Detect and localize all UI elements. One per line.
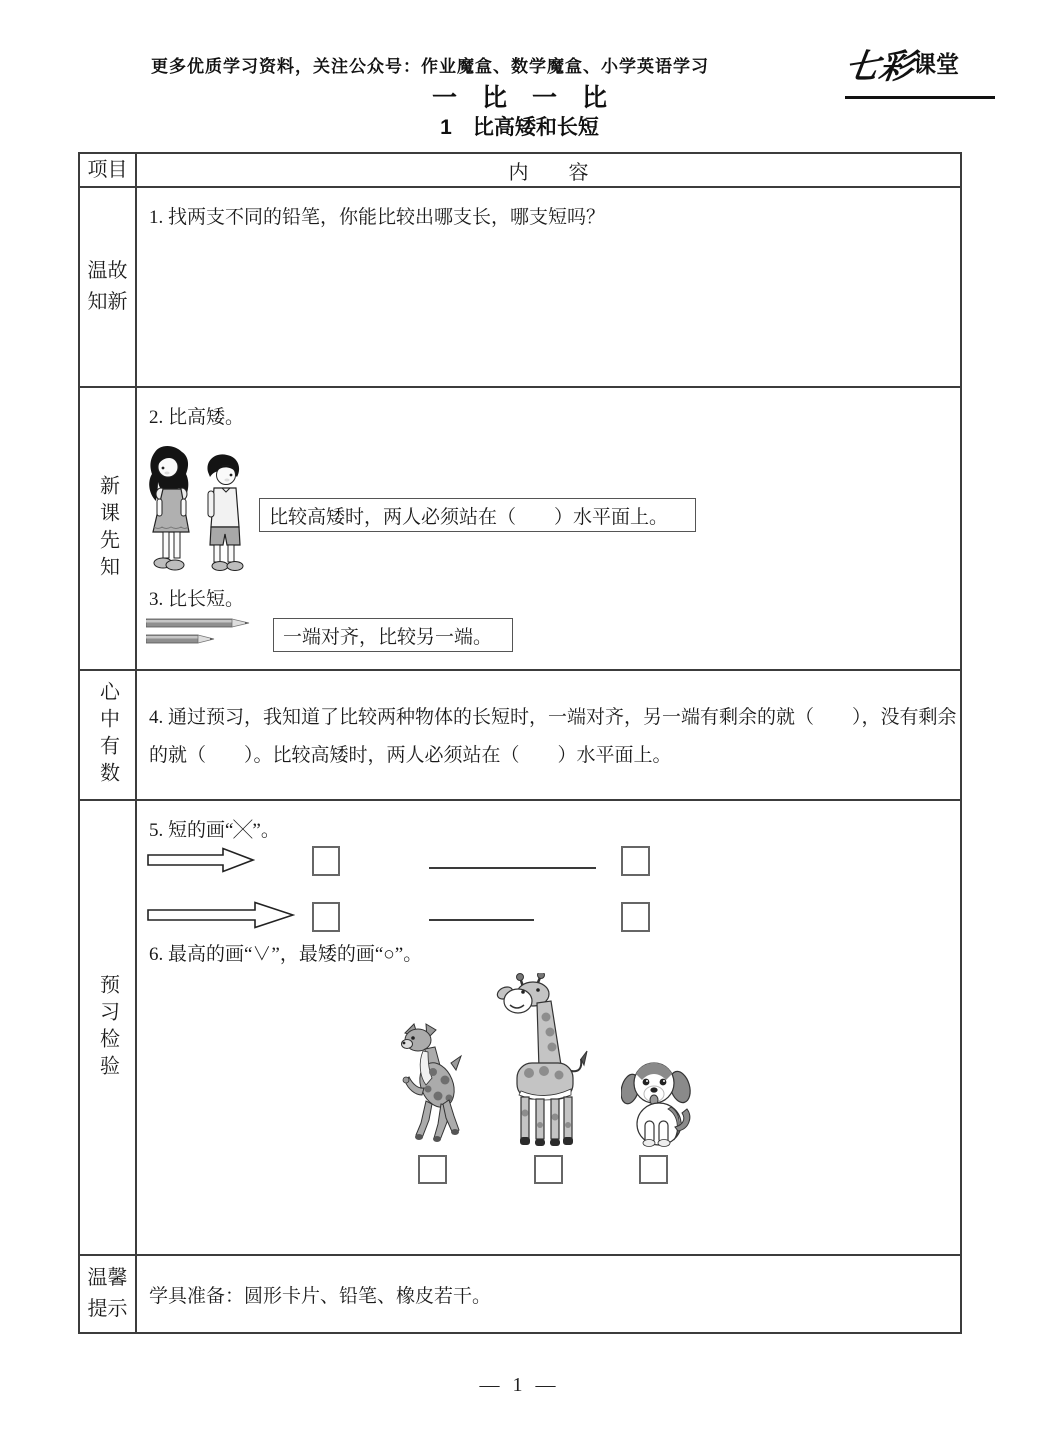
giraffe-illustration xyxy=(491,973,589,1151)
row-new-lesson-label-text: 新课先知 xyxy=(96,474,119,583)
deer-illustration xyxy=(395,1023,463,1149)
question-2-text: 2. 比高矮。 xyxy=(149,407,245,428)
row-warm-tips-label-line1: 温馨 xyxy=(87,1267,128,1289)
row-warm-tips-label xyxy=(80,1256,137,1332)
children-height-comparison-illustration xyxy=(144,444,251,574)
table-header-row xyxy=(80,154,960,186)
row-self-check-label xyxy=(80,671,137,799)
row-preview-test-label-text: 预习检验 xyxy=(96,973,119,1082)
row-new-lesson xyxy=(80,386,960,669)
logo-solid-text: 课堂 xyxy=(913,51,959,77)
answer-box-line-2[interactable] xyxy=(621,902,650,932)
answer-box-arrow-2[interactable] xyxy=(312,902,340,932)
short-line-shape xyxy=(429,919,534,921)
answer-box-giraffe[interactable] xyxy=(534,1155,563,1184)
row-new-lesson-label xyxy=(80,388,137,669)
answer-box-line-1[interactable] xyxy=(621,846,650,876)
question-3-text: 3. 比长短。 xyxy=(149,589,245,610)
dog-illustration xyxy=(621,1057,695,1149)
row-review-label-line1: 温故 xyxy=(87,260,128,282)
long-arrow-shape xyxy=(147,901,295,929)
row-self-check xyxy=(80,669,960,799)
row-preview-test-label xyxy=(80,801,137,1254)
header-project-cell: 项目 xyxy=(80,154,137,186)
question-6-text: 6. 最高的画“∨”，最矮的画“○”。 xyxy=(149,944,423,965)
worksheet-table xyxy=(78,152,962,1334)
long-line-shape xyxy=(429,867,596,869)
short-arrow-shape xyxy=(147,847,255,873)
height-comparison-tip-box: 比较高矮时，两人必须站在（ ）水平面上。 xyxy=(259,498,696,532)
materials-preparation-text: 学具准备：圆形卡片、铅笔、橡皮若干。 xyxy=(149,1285,492,1307)
answer-box-dog[interactable] xyxy=(639,1155,668,1184)
answer-box-deer[interactable] xyxy=(418,1155,447,1184)
row-review-label-line2: 知新 xyxy=(87,291,128,313)
length-comparison-tip-box: 一端对齐，比较另一端。 xyxy=(273,618,513,652)
question-4-text: 4. 通过预习，我知道了比较两种物体的长短时，一端对齐，另一端有剩余的就（ ），没有剩余的就（ ）。比较高矮时，两人必须站在（ ）水平面上。 xyxy=(149,707,957,766)
pencils-illustration xyxy=(146,616,256,646)
answer-box-arrow-1[interactable] xyxy=(312,846,340,876)
header-content-cell: 内 容 xyxy=(508,161,589,184)
row-self-check-label-text: 心中有数 xyxy=(96,681,119,789)
row-preview-test xyxy=(80,799,960,1254)
logo-script-text: 七彩 xyxy=(842,49,916,86)
question-1-text: 1. 找两支不同的铅笔，你能比较出哪支长，哪支短吗？ xyxy=(149,207,606,228)
lesson-title: 1 比高矮和长短 xyxy=(440,116,599,139)
promo-banner-text: 更多优质学习资料，关注公众号：作业魔盒、数学魔盒、小学英语学习 xyxy=(151,57,709,76)
page-number: — 1 — xyxy=(479,1374,560,1396)
row-warm-tips-label-line2: 提示 xyxy=(87,1298,128,1320)
row-review-label xyxy=(80,188,137,386)
row-warm-tips xyxy=(80,1254,960,1332)
row-review xyxy=(80,186,960,386)
unit-title: 一 比 一 比 xyxy=(431,84,607,112)
question-5-text: 5. 短的画“╳”。 xyxy=(149,820,280,841)
